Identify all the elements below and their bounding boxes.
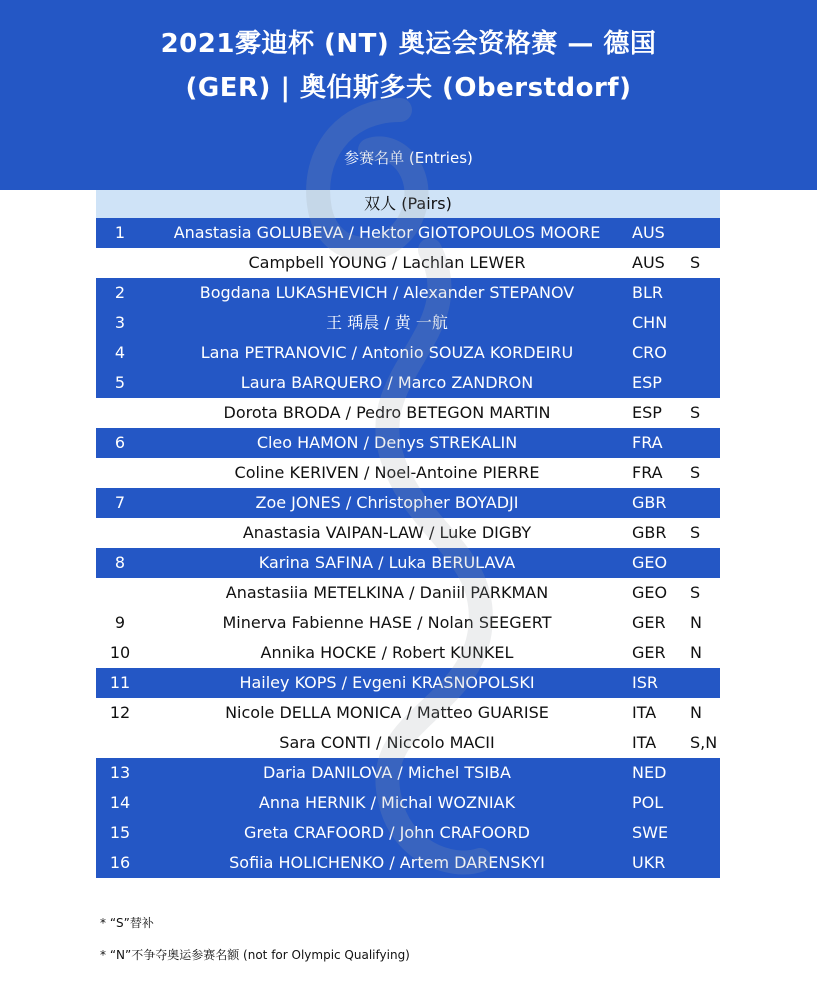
pair-names: Karina SAFINA / Luka BERULAVA xyxy=(258,553,516,572)
page-subtitle: 参赛名单 (Entries) xyxy=(344,149,473,167)
entry-number: 7 xyxy=(114,493,126,512)
entry-number: 12 xyxy=(109,703,131,722)
entry-note: S xyxy=(690,253,701,272)
nation-code: CRO xyxy=(632,343,667,362)
table-row xyxy=(96,428,720,458)
nation-code: ESP xyxy=(632,373,662,392)
pair-names: Anastasia VAIPAN-LAW / Luke DIGBY xyxy=(242,523,532,542)
nation-code: FRA xyxy=(632,463,663,482)
table-row xyxy=(96,608,720,638)
nation-code: FRA xyxy=(632,433,663,452)
nation-code: GEO xyxy=(632,583,668,602)
pair-names: 王 瑀晨 / 黄 一航 xyxy=(326,313,448,332)
nation-code: GER xyxy=(632,643,666,662)
entry-number: 16 xyxy=(109,853,131,872)
pair-names: Dorota BRODA / Pedro BETEGON MARTIN xyxy=(223,403,551,422)
entry-number: 4 xyxy=(114,343,126,362)
pair-names: Greta CRAFOORD / John CRAFOORD xyxy=(244,823,530,842)
entry-note: N xyxy=(690,703,702,722)
entry-number: 15 xyxy=(109,823,131,842)
table-row xyxy=(96,698,720,728)
nation-code: CHN xyxy=(632,313,668,332)
pair-names: Bogdana LUKASHEVICH / Alexander STEPANOV xyxy=(199,283,575,302)
nation-code: NED xyxy=(632,763,667,782)
nation-code: AUS xyxy=(632,223,665,242)
entry-number: 10 xyxy=(109,643,131,662)
pair-names: Sofiia HOLICHENKO / Artem DARENSKYI xyxy=(229,853,545,872)
entry-number: 2 xyxy=(114,283,126,302)
entry-note: N xyxy=(690,643,702,662)
pair-names: Nicole DELLA MONICA / Matteo GUARISE xyxy=(225,703,549,722)
table-row xyxy=(96,728,720,758)
table-row xyxy=(96,278,720,308)
table-row xyxy=(96,218,720,248)
nation-code: ESP xyxy=(632,403,662,422)
pair-names: Lana PETRANOVIC / Antonio SOUZA KORDEIRU xyxy=(200,343,574,362)
pair-names: Daria DANILOVA / Michel TSIBA xyxy=(263,763,511,782)
section-header: 双人 (Pairs) xyxy=(96,190,720,218)
pair-names: Laura BARQUERO / Marco ZANDRON xyxy=(240,373,534,392)
entry-note: S xyxy=(690,403,701,422)
table-row xyxy=(96,788,720,818)
pair-names: Campbell YOUNG / Lachlan LEWER xyxy=(248,253,526,272)
entry-number: 3 xyxy=(114,313,126,332)
pair-names: Anna HERNIK / Michal WOZNIAK xyxy=(258,793,516,812)
table-row xyxy=(96,518,720,548)
table-row xyxy=(96,398,720,428)
entry-number: 1 xyxy=(114,223,126,242)
nation-code: POL xyxy=(632,793,664,812)
pair-names: Anastasiia METELKINA / Daniil PARKMAN xyxy=(225,583,549,602)
nation-code: ISR xyxy=(632,673,658,692)
table-row xyxy=(96,758,720,788)
footnote-not-qualifying: * “N”不争夺奥运参赛名额 (not for Olympic Qualifying) xyxy=(100,948,410,962)
entry-note: S xyxy=(690,463,701,482)
entry-number: 5 xyxy=(114,373,126,392)
pair-names: Anastasia GOLUBEVA / Hektor GIOTOPOULOS MOORE xyxy=(173,223,601,242)
header-banner xyxy=(0,0,817,190)
table-row xyxy=(96,368,720,398)
nation-code: GBR xyxy=(632,493,667,512)
nation-code: GEO xyxy=(632,553,668,572)
pair-names: Hailey KOPS / Evgeni KRASNOPOLSKI xyxy=(239,673,535,692)
table-row xyxy=(96,848,720,878)
entry-number: 11 xyxy=(109,673,131,692)
nation-code: ITA xyxy=(632,733,657,752)
table-row xyxy=(96,338,720,368)
nation-code: ITA xyxy=(632,703,657,722)
page-title-line-1: 2021雾迪杯 (NT) 奥运会资格赛 — 德国 xyxy=(160,29,657,59)
pair-names: Coline KERIVEN / Noel-Antoine PIERRE xyxy=(234,463,540,482)
pair-names: Sara CONTI / Niccolo MACII xyxy=(279,733,495,752)
entry-number: 8 xyxy=(114,553,126,572)
entry-number: 6 xyxy=(114,433,126,452)
table-row xyxy=(96,458,720,488)
nation-code: GBR xyxy=(632,523,667,542)
nation-code: AUS xyxy=(632,253,665,272)
nation-code: UKR xyxy=(632,853,666,872)
table-row xyxy=(96,638,720,668)
table-row xyxy=(96,668,720,698)
nation-code: BLR xyxy=(632,283,664,302)
pair-names: Annika HOCKE / Robert KUNKEL xyxy=(260,643,514,662)
entry-number: 9 xyxy=(114,613,126,632)
table-row xyxy=(96,488,720,518)
table-row xyxy=(96,818,720,848)
page-title-line-2: (GER) | 奥伯斯多夫 (Oberstdorf) xyxy=(185,73,632,103)
table-row xyxy=(96,548,720,578)
entry-number: 13 xyxy=(109,763,131,782)
entry-note: S xyxy=(690,523,701,542)
nation-code: GER xyxy=(632,613,666,632)
table-row xyxy=(96,308,720,338)
pair-names: Zoe JONES / Christopher BOYADJI xyxy=(255,493,519,512)
entry-number: 14 xyxy=(109,793,131,812)
pair-names: Cleo HAMON / Denys STREKALIN xyxy=(256,433,518,452)
pair-names: Minerva Fabienne HASE / Nolan SEEGERT xyxy=(222,613,552,632)
footnote-substitute: * “S”替补 xyxy=(100,916,154,930)
nation-code: SWE xyxy=(632,823,669,842)
entry-note: S xyxy=(690,583,701,602)
entries-table xyxy=(96,190,720,878)
table-row xyxy=(96,248,720,278)
entry-note: N xyxy=(690,613,702,632)
entry-note: S,N xyxy=(690,733,718,752)
table-row xyxy=(96,578,720,608)
